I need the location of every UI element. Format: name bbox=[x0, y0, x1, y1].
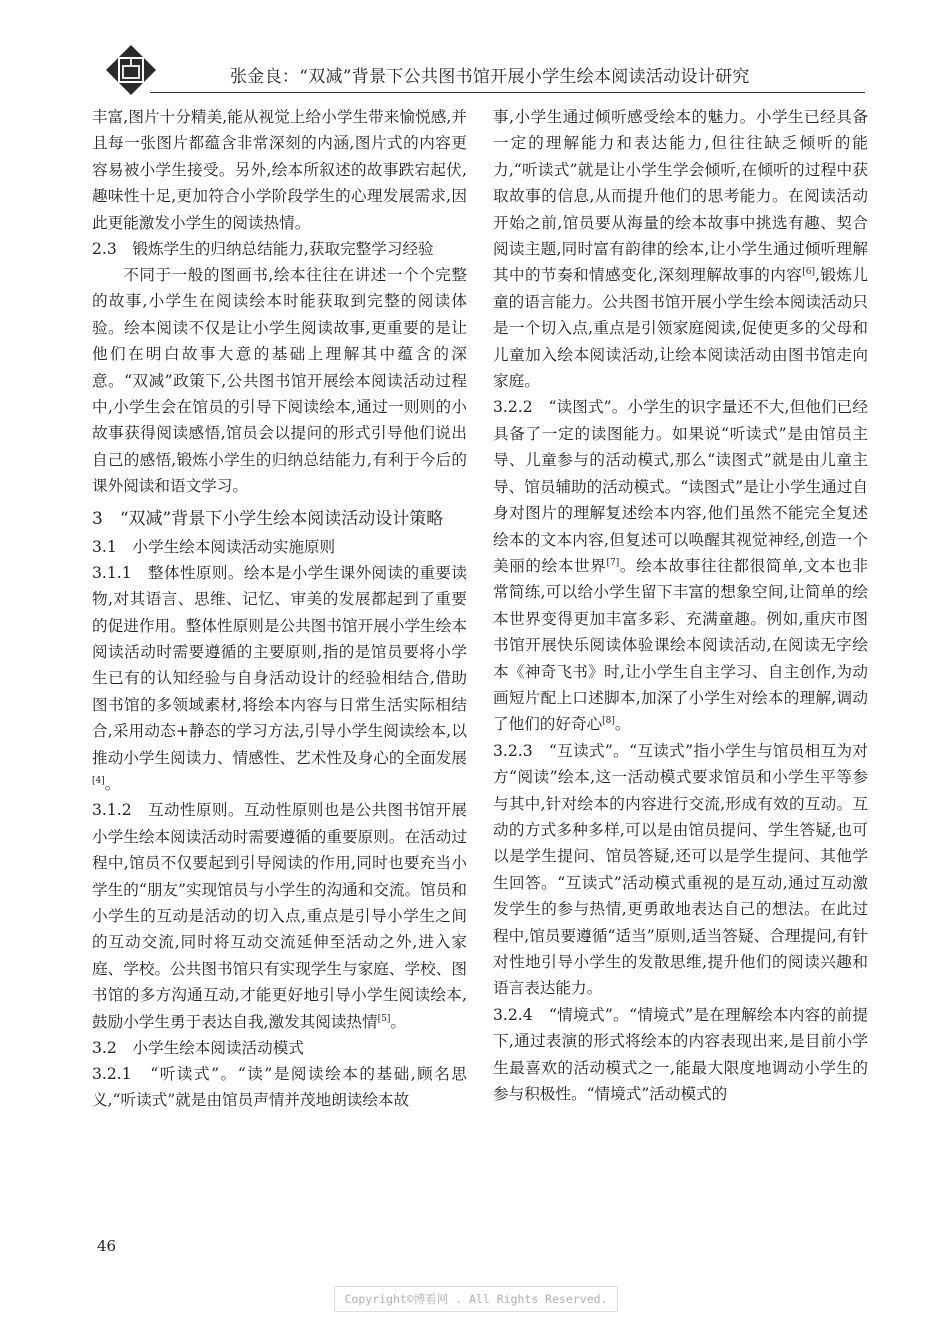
section-heading bbox=[92, 504, 467, 534]
book-emblem-icon bbox=[105, 44, 157, 96]
section-heading bbox=[92, 236, 467, 262]
paragraph-tail: 。 bbox=[614, 715, 631, 734]
header-rule bbox=[150, 92, 865, 93]
paragraph-text: 3.2 小学生绘本阅读活动模式 bbox=[92, 1039, 304, 1057]
paragraph bbox=[92, 1061, 467, 1114]
paragraph-text: 3.1.1 整体性原则。绘本是小学生课外阅读的重要读物,对其语言、思维、记忆、审美的发展都起到了重要的促进作用。整体性原则是公共图书馆开展小学生绘本阅读活动时需要遵循的主要原则,指的是馆员要将小学生已有的认知经验与自身活动设计的经验相结合,借助图书馆的多领域素材,将绘本内容与日常生活实际相结合,采用动态+静态的学习方法,引导小学生阅读绘本,以推动小学生阅读力、情感性、艺术性及身心的全面发展 bbox=[92, 563, 467, 767]
running-header-title: 张金良：“双减”背景下公共图书馆开展小学生绘本阅读活动设计研究 bbox=[230, 67, 750, 87]
paragraph-text: 3.2.2 “读图式”。小学生的识字量还不大,但他们已经具备了一定的读图能力。如果说“听读式”是由馆员主导、儿童参与的活动模式,那么“读图式”就是由儿童主导、馆员辅助的活动模式。“读图式”是让小学生通过自身对图片的理解复述绘本内容,他们虽然不能完全复述绘本的文本内容,但复述可以唤醒其视觉神经,创造一个美丽的绘本世界 bbox=[493, 398, 868, 575]
paragraph bbox=[92, 104, 467, 236]
paragraph bbox=[92, 797, 467, 1035]
paragraph-text: 2.3 锻炼学生的归纳总结能力,获取完整学习经验 bbox=[92, 240, 434, 259]
paragraph-tail: 。绘本故事往往都很简单,文本也非常简练,可以给小学生留下丰富的想象空间,让简单的绘本世界变得更加丰富多彩、充满童趣。例如,重庆市图书馆开展快乐阅读体验课绘本阅读活动,在阅读无字绘本《神奇飞书》时,让小学生自主学习、自主创作,为动画短片配上口述脚本,加深了小学生对绘本的理解,调动了他们的好奇心 bbox=[493, 556, 868, 734]
section-heading bbox=[92, 534, 467, 560]
paragraph-text: 3.1 小学生绘本阅读活动实施原则 bbox=[92, 537, 336, 556]
paragraph-text: 3.2.3 “互读式”。“互读式”指小学生与馆员相互为对方“阅读”绘本,这一活动模式要求馆员和小学生平等参与其中,针对绘本的内容进行交流,形成有效的互动。互动的方式多种多样,可以是由馆员提问、学生答疑,也可以是学生提问、馆员答疑,还可以是学生提问、其他学生回答。“互读式”活动模式重视的是互动,通过互动激发学生的参与热情,更勇敢地表达自己的想法。在此过程中,馆员要遵循“适当”原则,适当答疑、合理提问,有针对性地引导小学生的发散思维,提升他们的阅读兴趣和语言表达能力。 bbox=[493, 741, 868, 998]
paragraph bbox=[92, 560, 467, 798]
paragraph bbox=[92, 262, 467, 500]
paragraph-text: 3.1.2 互动性原则。互动性原则也是公共图书馆开展小学生绘本阅读活动时需要遵循的重要原则。在活动过程中,馆员不仅要起到引导阅读的作用,同时也要充当小学生的“朋友”实现馆员与小学生的沟通和交流。馆员和小学生的互动是活动的切入点,重点是引导小学生之间的互动交流,同时将互动交流延伸至活动之外,进入家庭、学校。公共图书馆只有实现学生与家庭、学校、图书馆的多方沟通互动,才能更好地引导小学生阅读绘本,鼓励小学生勇于表达自我,激发其阅读热情 bbox=[92, 801, 467, 1031]
paragraph-text: 3 “双减”背景下小学生绘本阅读活动设计策略 bbox=[92, 508, 444, 529]
paragraph bbox=[493, 738, 868, 1002]
paragraph-tail: 。 bbox=[104, 774, 121, 793]
paragraph-text: 不同于一般的图画书,绘本往往在讲述一个个完整的故事,小学生在阅读绘本时能获取到完整的阅读体验。绘本阅读不仅是让小学生阅读故事,更重要的是让他们在明白故事大意的基础上理解其中蕴含的深意。“双减”政策下,公共图书馆开展绘本阅读活动过程中,小学生会在馆员的引导下阅读绘本,通过一则则的小故事获得阅读感悟,馆员会以提问的形式引导他们说出自己的感悟,锻炼小学生的归纳总结能力,有利于今后的课外阅读和语文学习。 bbox=[92, 266, 467, 496]
section-heading bbox=[92, 1035, 467, 1061]
citation-ref: [7] bbox=[606, 557, 620, 568]
paragraph-text: 事,小学生通过倾听感受绘本的魅力。小学生已经具备一定的理解能力和表达能力,但往往缺乏倾听的能力,“听读式”就是让小学生学会倾听,在倾听的过程中获取故事的信息,从而提升他们的思考能力。在阅读活动开始之前,馆员要从海量的绘本故事中挑选有趣、契合阅读主题,同时富有韵律的绘本,让小学生通过倾听理解其中的节奏和情感变化,深刻理解故事的内容 bbox=[493, 108, 868, 285]
paragraph-text: 丰富,图片十分精美,能从视觉上给小学生带来愉悦感,并且每一张图片都蕴含非常深刻的内涵,图片式的内容更容易被小学生接受。另外,绘本所叙述的故事跌宕起伏,趣味性十足,更加符合小学阶段学生的心理发展需求,因此更能激发小学生的阅读热情。 bbox=[92, 108, 467, 232]
paragraph bbox=[493, 1002, 868, 1108]
citation-ref: [5] bbox=[377, 1013, 391, 1024]
paragraph-text: 3.2.1 “听读式”。“读”是阅读绘本的基础,顾名思义,“听读式”就是由馆员声情并茂地朗读绘本故 bbox=[92, 1065, 467, 1110]
citation-ref: [4] bbox=[92, 775, 105, 786]
copyright-watermark: Copyright©博看网 . All Rights Reserved. bbox=[334, 1286, 618, 1312]
citation-ref: [6] bbox=[802, 267, 816, 278]
paragraph-tail: ,锻炼儿童的语言能力。公共图书馆开展小学生绘本阅读活动只是一个切入点,重点是引领家庭阅读,促使更多的父母和儿童加入绘本阅读活动,让绘本阅读活动由图书馆走向家庭。 bbox=[493, 266, 868, 391]
left-column bbox=[92, 104, 467, 1114]
page-number: 46 bbox=[97, 1237, 117, 1255]
paragraph bbox=[493, 104, 868, 394]
right-column bbox=[493, 104, 868, 1107]
paragraph-text: 3.2.4 “情境式”。“情境式”是在理解绘本内容的前提下,通过表演的形式将绘本的内容表现出来,是目前小学生最喜欢的活动模式之一,能最大限度地调动小学生的参与积极性。“情境式”活动模式的 bbox=[493, 1005, 868, 1104]
paragraph bbox=[493, 394, 868, 737]
citation-ref: [8] bbox=[602, 716, 615, 727]
paragraph-tail: 。 bbox=[390, 1012, 407, 1031]
